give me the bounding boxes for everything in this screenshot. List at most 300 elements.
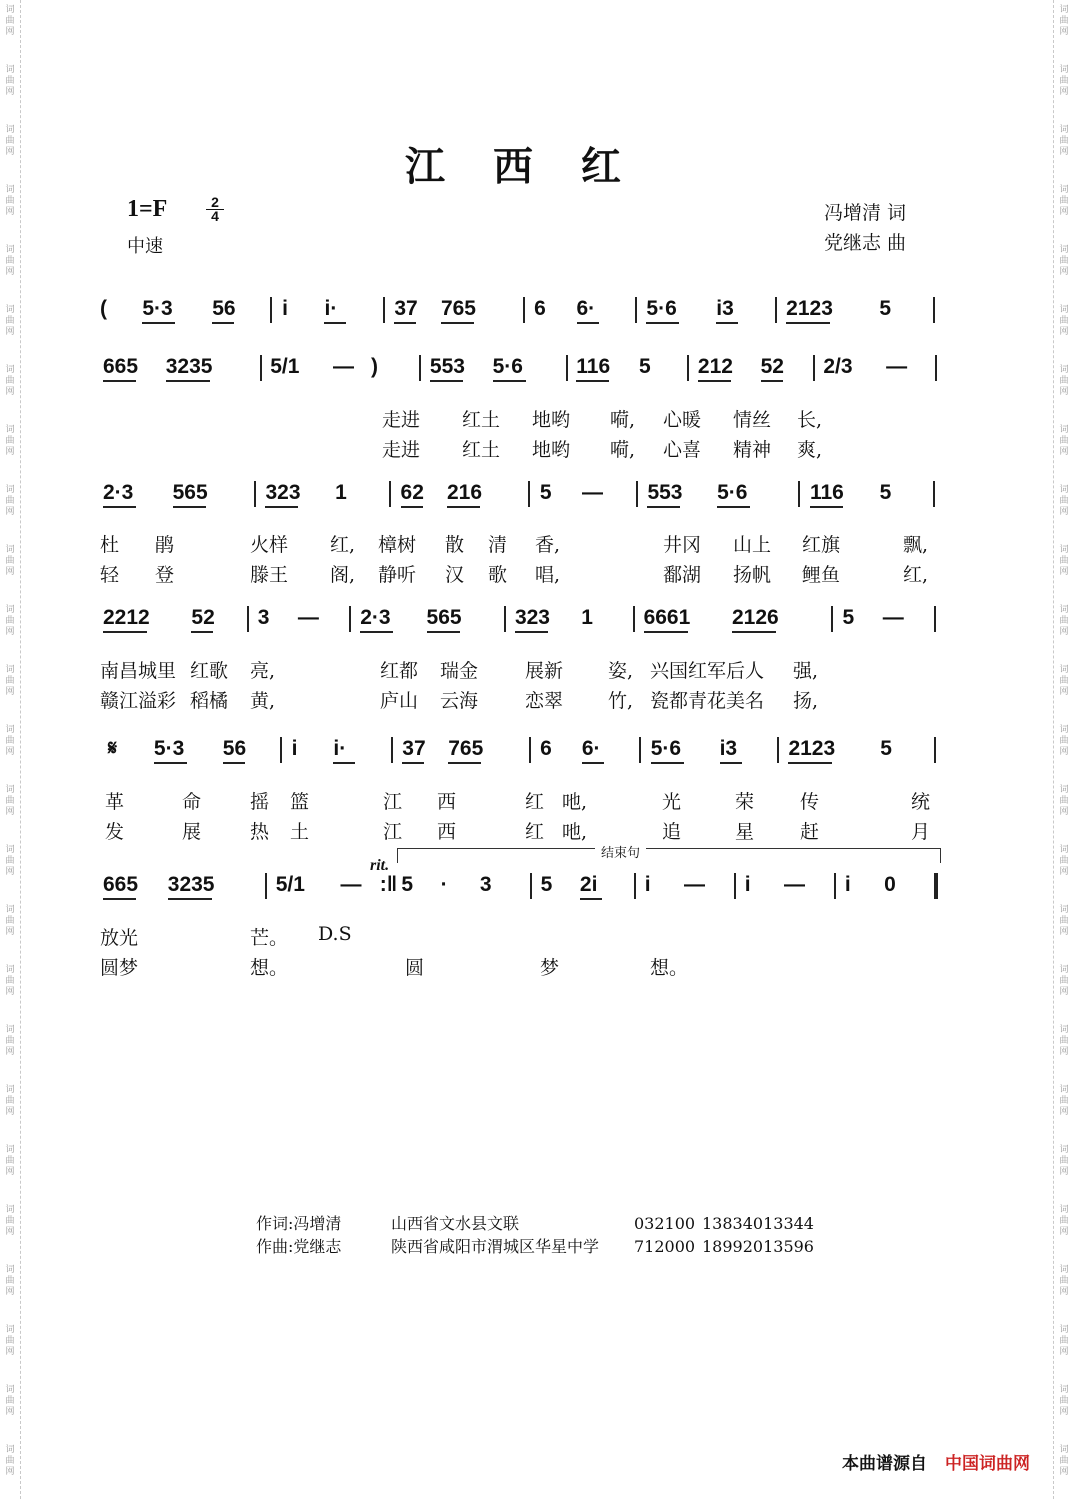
note-group: 2123	[788, 737, 836, 760]
music-row	[0, 294, 1074, 334]
footer-composer-line	[256, 1234, 814, 1257]
lyric-syllable: 强,	[793, 660, 819, 682]
beam-underline	[647, 506, 680, 508]
barline	[935, 355, 937, 381]
beam-underline	[173, 506, 206, 508]
note-group: 6·	[576, 297, 596, 320]
lyric-syllable: 摇	[250, 791, 270, 813]
lyric-syllable: 鄱湖	[663, 564, 702, 586]
watermark-text: 词 曲 网	[1059, 1265, 1069, 1297]
barline	[254, 481, 256, 507]
tempo-marking: 中速	[127, 236, 163, 257]
watermark-text: 词 曲 网	[5, 5, 15, 37]
beam-underline	[103, 631, 147, 633]
beam-underline	[651, 762, 684, 764]
barline	[419, 355, 421, 381]
barline	[528, 481, 530, 507]
barline	[635, 297, 637, 323]
barline	[260, 355, 262, 381]
source-site: 中国词曲网	[945, 1454, 1030, 1474]
barline	[734, 873, 736, 899]
note-group: 565	[172, 481, 208, 504]
lyric-syllable: 登	[155, 564, 175, 586]
time-signature-top: 2	[211, 194, 219, 210]
lyric-syllable: 南昌城里	[100, 660, 177, 682]
barline	[389, 481, 391, 507]
lyric-syllable: 扬帆	[733, 564, 772, 586]
barline	[777, 737, 779, 763]
watermark-text: 词 曲 网	[1059, 425, 1069, 457]
lyric-syllable: 芒。	[250, 927, 289, 949]
lyric-syllable: 汉	[445, 564, 465, 586]
note-group: 56	[222, 737, 247, 760]
ending-bracket	[397, 848, 941, 863]
watermark-text: 词 曲 网	[1059, 1325, 1069, 1357]
beam-underline	[265, 506, 298, 508]
barline	[834, 873, 836, 899]
lyric-syllable: 竹,	[608, 690, 634, 712]
note-group: 553	[647, 481, 683, 504]
lyric-syllable: 江	[383, 791, 403, 813]
note-group: —	[882, 606, 904, 629]
barline	[530, 873, 532, 899]
watermark-text: 词 曲 网	[5, 1385, 15, 1417]
barline	[634, 873, 636, 899]
footer-org: 山西省文水县文联	[391, 1214, 520, 1233]
watermark-text: 词 曲 网	[5, 1145, 15, 1177]
lyric-syllable: 放光	[100, 927, 139, 949]
note-group: 5	[879, 481, 892, 504]
lyric-syllable: 精神	[733, 439, 772, 461]
note-group: 3235	[167, 873, 215, 896]
barline	[636, 481, 638, 507]
lyric-syllable: 地哟	[532, 409, 571, 431]
note-group: 2·3	[103, 481, 134, 504]
watermark-text: 词 曲 网	[5, 545, 15, 577]
note-group: 5/1	[275, 873, 305, 896]
note-group: —	[332, 355, 354, 378]
beam-underline	[430, 380, 463, 382]
lyric-syllable: 展新	[525, 660, 564, 682]
lyric-syllable: 静听	[378, 564, 417, 586]
watermark-text: 词 曲 网	[5, 725, 15, 757]
note-group: ·	[440, 873, 448, 896]
note-group: 765	[448, 737, 484, 760]
watermark-text: 词 曲 网	[5, 485, 15, 517]
barline	[934, 606, 936, 632]
barline	[566, 355, 568, 381]
barline	[523, 297, 525, 323]
beam-underline	[448, 762, 481, 764]
watermark-text: 词 曲 网	[1059, 965, 1069, 997]
lyric-syllable: 红,	[330, 534, 356, 556]
watermark-text: 词 曲 网	[5, 185, 15, 217]
lyric-syllable: 鹃	[155, 534, 175, 556]
note-group: 52	[760, 355, 784, 378]
note-group: 2212	[103, 606, 150, 629]
lyric-syllable: 赶	[800, 821, 820, 843]
lyric-syllable: 土	[290, 821, 310, 843]
lyric-syllable: 情丝	[733, 409, 772, 431]
source-attribution	[842, 1449, 1030, 1474]
beam-underline	[732, 631, 776, 633]
beam-underline	[142, 322, 175, 324]
watermark-text: 词 曲 网	[5, 785, 15, 817]
note-group: 6	[540, 737, 552, 760]
lyric-line	[0, 530, 1074, 554]
watermark-text: 词 曲 网	[5, 1085, 15, 1117]
note-group: i	[744, 873, 751, 896]
beam-underline	[644, 631, 688, 633]
music-row	[0, 734, 1074, 774]
note-group: 5	[879, 297, 892, 320]
barline	[775, 297, 777, 323]
note-group: :‖	[379, 873, 398, 896]
watermark-text: 词 曲 网	[5, 605, 15, 637]
barline	[934, 737, 936, 763]
watermark-text: 词 曲 网	[1059, 1025, 1069, 1057]
note-group: 6	[534, 297, 546, 320]
watermark-text: 词 曲 网	[5, 425, 15, 457]
beam-underline	[788, 762, 832, 764]
watermark-text: 词 曲 网	[5, 125, 15, 157]
lyric-syllable: 鲤鱼	[802, 564, 841, 586]
watermark-text: 词 曲 网	[1059, 365, 1069, 397]
note-group: 2·3	[360, 606, 391, 629]
watermark-text: 词 曲 网	[1059, 905, 1069, 937]
barline	[529, 737, 531, 763]
lyric-line	[0, 923, 1074, 947]
barline	[280, 737, 282, 763]
watermark-text: 词 曲 网	[1059, 1445, 1069, 1477]
note-group: 665	[103, 355, 139, 378]
lyric-syllable: 光	[662, 791, 682, 813]
watermark-text: 词 曲 网	[5, 905, 15, 937]
beam-underline	[646, 322, 679, 324]
note-group: 62	[400, 481, 424, 504]
lyric-syllable: 想。	[250, 957, 289, 979]
lyric-syllable: 红旗	[802, 534, 841, 556]
watermark-text: 词 曲 网	[1059, 305, 1069, 337]
lyric-syllable: 黄,	[250, 690, 276, 712]
lyric-syllable: 红歌	[190, 660, 229, 682]
footer-lyricist-line	[256, 1211, 814, 1234]
footer-role: 作曲:党继志	[256, 1237, 342, 1256]
barline	[831, 606, 833, 632]
beam-underline	[333, 762, 355, 764]
beam-underline	[720, 762, 742, 764]
beam-underline	[810, 506, 843, 508]
note-group: 5	[540, 873, 553, 896]
note-group: 0	[884, 873, 896, 896]
lyric-syllable: 稻橘	[190, 690, 229, 712]
footer-postcode: 712000	[634, 1237, 696, 1256]
note-group: 5	[880, 737, 892, 760]
lyric-syllable: 命	[182, 791, 202, 813]
watermark-text: 词 曲 网	[1059, 1145, 1069, 1177]
beam-underline	[103, 380, 136, 382]
watermark-text: 词 曲 网	[5, 1265, 15, 1297]
note-group: 3	[479, 873, 492, 896]
lyric-line	[0, 560, 1074, 584]
note-group: (	[100, 297, 107, 320]
barline	[391, 737, 393, 763]
lyric-syllable: 心喜	[663, 439, 702, 461]
lyric-syllable: 红都	[380, 660, 419, 682]
lyric-line	[0, 405, 1074, 429]
note-group: i·	[333, 737, 347, 760]
watermark-text: 词 曲 网	[1059, 1205, 1069, 1237]
time-signature-bottom: 4	[211, 208, 219, 224]
note-group: )	[370, 355, 378, 378]
lyric-syllable: 亮,	[250, 660, 276, 682]
lyric-syllable: 云海	[440, 690, 479, 712]
note-group: 5	[638, 355, 651, 378]
watermark-text: 词 曲 网	[5, 665, 15, 697]
beam-underline	[427, 631, 460, 633]
lyric-syllable: 山上	[733, 534, 772, 556]
music-row	[0, 478, 1074, 518]
lyricist-credit: 冯增清 词	[824, 202, 907, 224]
watermark-text: 词 曲 网	[1059, 245, 1069, 277]
ritardando-marking: rit.	[370, 857, 390, 874]
watermark-text: 词 曲 网	[1059, 545, 1069, 577]
lyric-syllable: 瑞金	[440, 660, 479, 682]
lyric-syllable: 江	[383, 821, 403, 843]
segno-sign: 𝄋	[108, 737, 118, 760]
lyric-syllable: 清	[488, 534, 508, 556]
key-signature: 1=F	[127, 196, 168, 222]
beam-underline	[394, 322, 416, 324]
note-group: 665	[103, 873, 139, 896]
lyric-syllable: 红	[525, 791, 545, 813]
note-group: 5·6	[717, 481, 748, 504]
lyric-syllable: 圆梦	[100, 957, 139, 979]
barline	[687, 355, 689, 381]
note-group: 216	[446, 481, 483, 504]
lyric-syllable: 歌	[488, 564, 508, 586]
time-signature	[206, 196, 224, 223]
note-group: i	[291, 737, 298, 760]
beam-underline	[360, 631, 393, 633]
source-prefix: 本曲谱源自	[842, 1454, 927, 1474]
lyric-syllable: 火样	[250, 534, 289, 556]
lyric-syllable: 展	[182, 821, 202, 843]
lyric-syllable: 走进	[382, 409, 421, 431]
watermark-text: 词 曲 网	[5, 845, 15, 877]
lyric-syllable: D.S	[318, 923, 352, 945]
watermark-text: 词 曲 网	[1059, 845, 1069, 877]
barline	[247, 606, 249, 632]
note-group: 1	[335, 481, 347, 504]
lyric-syllable: 心暖	[663, 409, 702, 431]
note-group: 6661	[643, 606, 691, 629]
note-group: i	[282, 297, 288, 320]
beam-underline	[402, 762, 424, 764]
lyric-syllable: 轻	[100, 564, 120, 586]
note-group: 2i	[579, 873, 598, 896]
note-group: —	[582, 481, 604, 504]
barline	[349, 606, 351, 632]
lyric-syllable: 庐山	[380, 690, 419, 712]
ending-label: 结束句	[595, 842, 646, 861]
beam-underline	[401, 506, 423, 508]
watermark-text: 词 曲 网	[5, 1205, 15, 1237]
lyric-syllable: 圆	[405, 957, 425, 979]
note-group: 5/1	[270, 355, 300, 378]
watermark-text: 词 曲 网	[5, 1325, 15, 1357]
lyric-syllable: 梦	[540, 957, 560, 979]
lyric-syllable: 吔,	[562, 791, 588, 813]
beam-underline	[493, 380, 526, 382]
lyric-syllable: 散	[445, 534, 465, 556]
lyric-line	[0, 656, 1074, 680]
lyric-syllable: 走进	[382, 439, 421, 461]
watermark-text: 词 曲 网	[1059, 185, 1069, 217]
note-group: 553	[429, 355, 465, 378]
note-group: 5	[539, 481, 552, 504]
lyric-syllable: 发	[105, 821, 125, 843]
note-group: 3	[257, 606, 270, 629]
watermark-text: 词 曲 网	[5, 965, 15, 997]
lyric-syllable: 滕王	[250, 564, 289, 586]
beam-underline	[154, 762, 187, 764]
lyric-syllable: 爽,	[797, 439, 823, 461]
lyric-syllable: 西	[437, 791, 457, 813]
lyric-syllable: 星	[735, 821, 755, 843]
beam-underline	[324, 322, 346, 324]
lyric-syllable: 西	[437, 821, 457, 843]
lyric-line	[0, 953, 1074, 977]
lyric-syllable: 名	[745, 690, 765, 712]
music-row	[0, 870, 1074, 910]
lyric-syllable: 革	[105, 791, 125, 813]
note-group: 5·6	[646, 297, 677, 320]
watermark-text: 词 曲 网	[5, 1025, 15, 1057]
lyric-syllable: 嗬,	[610, 409, 636, 431]
beam-underline	[580, 898, 602, 900]
note-group: —	[340, 873, 362, 896]
watermark-text: 词 曲 网	[5, 1445, 15, 1477]
music-row	[0, 603, 1074, 643]
lyric-syllable: 杜	[100, 534, 120, 556]
beam-underline	[577, 322, 599, 324]
lyric-line	[0, 686, 1074, 710]
barline	[934, 873, 938, 899]
lyric-syllable: 飘,	[903, 534, 929, 556]
lyric-syllable: 唱,	[535, 564, 561, 586]
lyric-syllable: 篮	[290, 791, 310, 813]
footer-role: 作词:冯增清	[256, 1214, 342, 1233]
note-group: —	[297, 606, 319, 629]
beam-underline	[515, 631, 548, 633]
lyric-syllable: 红,	[903, 564, 929, 586]
lyric-syllable: 热	[250, 821, 270, 843]
watermark-text: 词 曲 网	[1059, 785, 1069, 817]
note-group: 2/3	[823, 355, 853, 378]
note-group: 56	[212, 297, 236, 320]
note-group: 3235	[165, 355, 213, 378]
note-group: 5·6	[650, 737, 682, 760]
barline	[504, 606, 506, 632]
note-group: 323	[265, 481, 301, 504]
watermark-text: 词 曲 网	[5, 305, 15, 337]
note-group: 212	[697, 355, 733, 378]
note-group: 5·3	[153, 737, 185, 760]
beam-underline	[761, 380, 783, 382]
lyric-syllable: 人	[745, 660, 765, 682]
beam-underline	[786, 322, 830, 324]
watermark-text: 词 曲 网	[1059, 1385, 1069, 1417]
barline	[383, 297, 385, 323]
watermark-text: 词 曲 网	[1059, 605, 1069, 637]
beam-underline	[223, 762, 245, 764]
lyric-syllable: 樟树	[378, 534, 417, 556]
lyric-syllable: 嗬,	[610, 439, 636, 461]
lyric-syllable: 姿,	[608, 660, 634, 682]
watermark-text: 词 曲 网	[1059, 665, 1069, 697]
barline	[639, 737, 641, 763]
note-group: 565	[426, 606, 462, 629]
note-group: 6·	[581, 737, 601, 760]
lyric-syllable: 想。	[650, 957, 689, 979]
lyric-syllable: 兴国红军后	[650, 660, 746, 682]
footer-phone: 18992013596	[702, 1237, 814, 1256]
note-group: 1	[581, 606, 593, 629]
beam-underline	[441, 322, 474, 324]
note-group: i	[844, 873, 851, 896]
beam-underline	[698, 380, 731, 382]
beam-underline	[576, 380, 609, 382]
lyric-syllable: 井冈	[663, 534, 702, 556]
lyric-syllable: 地哟	[532, 439, 571, 461]
composer-credit: 党继志 曲	[824, 232, 907, 254]
lyric-syllable: 追	[662, 821, 682, 843]
note-group: —	[784, 873, 806, 896]
beam-underline	[212, 322, 234, 324]
note-group: 5	[401, 873, 414, 896]
note-group: i·	[324, 297, 338, 320]
note-group: 52	[191, 606, 215, 629]
watermark-text: 词 曲 网	[1059, 125, 1069, 157]
lyric-syllable: 长,	[797, 409, 823, 431]
lyric-syllable: 恋翠	[525, 690, 564, 712]
beam-underline	[103, 898, 136, 900]
lyric-syllable: 红	[525, 821, 545, 843]
song-title: 江西红	[405, 143, 669, 190]
lyric-syllable: 传	[800, 791, 820, 813]
barline	[270, 297, 272, 323]
note-group: 2123	[786, 297, 833, 320]
lyric-syllable: 阁,	[330, 564, 356, 586]
note-group: 116	[809, 481, 844, 504]
note-group: 5·3	[142, 297, 173, 320]
note-group: —	[886, 355, 908, 378]
note-group: 2126	[731, 606, 779, 629]
beam-underline	[166, 380, 210, 382]
lyric-syllable: 赣江溢彩	[100, 690, 177, 712]
lyric-line	[0, 435, 1074, 459]
note-group: 5·6	[492, 355, 523, 378]
barline	[798, 481, 800, 507]
lyric-syllable: 吔,	[562, 821, 588, 843]
lyric-syllable: 瓷都青花美	[650, 690, 746, 712]
beam-underline	[191, 631, 213, 633]
note-group: 765	[440, 297, 476, 320]
beam-underline	[168, 898, 212, 900]
music-row	[0, 352, 1074, 392]
note-group: 37	[402, 737, 426, 760]
